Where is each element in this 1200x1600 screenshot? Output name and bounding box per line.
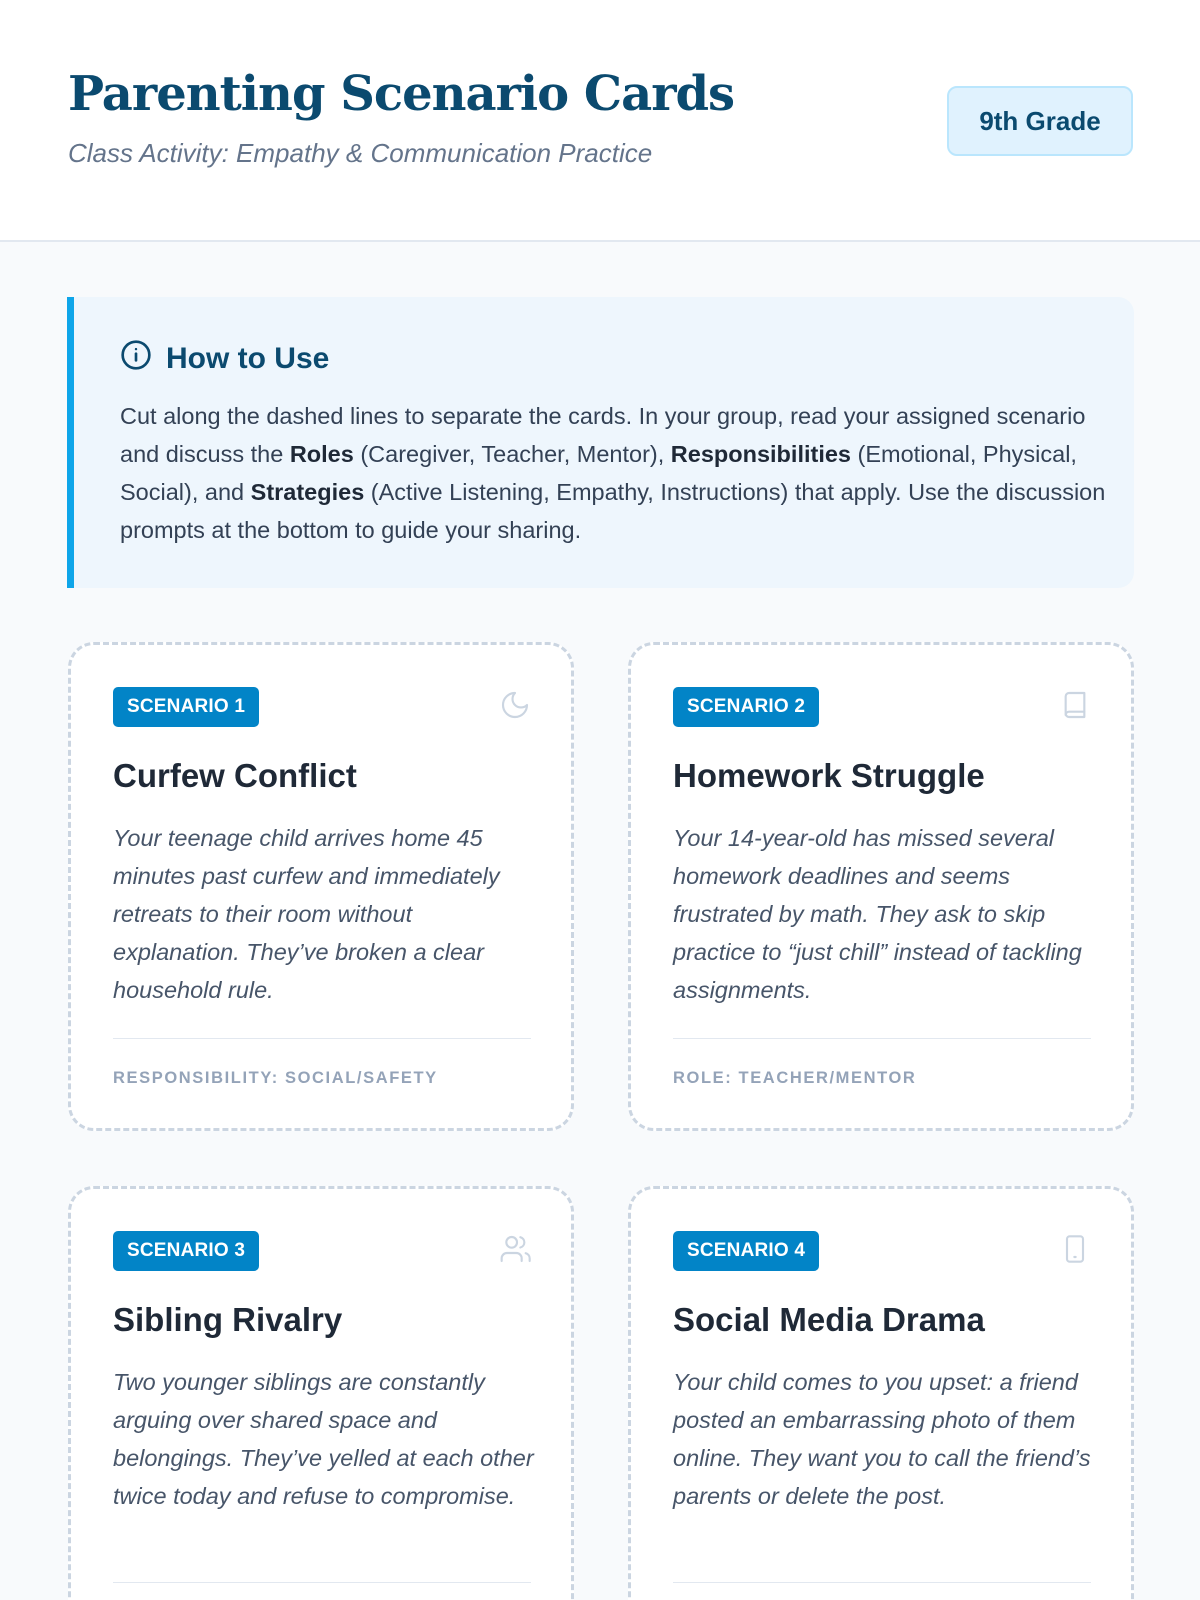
scenario-title: Curfew Conflict [113,757,357,794]
card-divider [113,1582,531,1583]
scenario-tag: SCENARIO 1 [113,687,259,727]
scenario-description: Your child comes to you upset: a friend posted an embarrassing photo of them online. They want you to call the friend’s parents or delete the post. [673,1369,1091,1509]
how-to-use-title: How to Use [166,342,330,375]
page-header [0,0,1200,242]
how-to-use-instructions [120,397,1110,549]
scenario-tag: SCENARIO 2 [673,687,819,727]
card-divider [673,1038,1091,1039]
responsibilities-term: Responsibilities [670,441,851,467]
card-divider [673,1582,1091,1583]
how-to-use-panel [67,297,1134,588]
scenario-footer: ROLE: TEACHER/MENTOR [673,1069,917,1087]
users-icon [499,1233,531,1265]
roles-term: Roles [289,441,354,467]
scenario-title: Sibling Rivalry [113,1301,343,1338]
page-title: Parenting Scenario Cards [68,66,735,122]
scenario-card [628,642,1134,1131]
book-icon [1059,689,1091,721]
scenario-tag: SCENARIO 4 [673,1231,819,1271]
scenario-card [628,1186,1134,1600]
strategies-term: Strategies [250,479,365,505]
scenario-card [68,1186,574,1600]
info-circle-icon [120,339,152,379]
instructions-text: (Caregiver, Teacher, Mentor), [353,441,671,467]
card-divider [113,1038,531,1039]
page-subtitle: Class Activity: Empathy & Communication Practice [68,138,653,168]
scenario-title: Social Media Drama [673,1301,985,1338]
instructions-text: Cut along the dashed lines to separate the cards. In your group, read your assigned scenario and discuss the [120,403,1086,467]
how-to-use-heading [120,339,329,379]
moon-icon [499,689,531,721]
instructions-text: (Active Listening, Empathy, Instructions) that apply. Use the discussion prompts at the bottom to guide your sharing. [120,479,1106,543]
scenario-description: Your teenage child arrives home 45 minutes past curfew and immediately retreats to their room without explanation. They’ve broken a clear household rule. [113,825,500,1003]
instructions-text: (Emotional, Physical, Social), and [120,441,1077,505]
scenario-title: Homework Struggle [673,757,985,794]
scenario-description: Two younger siblings are constantly arguing over shared space and belongings. They’ve yelled at each other twice today and refuse to compromise. [113,1369,534,1509]
scenario-tag: SCENARIO 3 [113,1231,259,1271]
phone-icon [1059,1233,1091,1265]
grade-badge: 9th Grade [947,86,1133,156]
scenario-card [68,642,574,1131]
scenario-description: Your 14-year-old has missed several homework deadlines and seems frustrated by math. They ask to skip practice to “just chill” instead of tackling assignments. [673,825,1082,1003]
scenario-footer: RESPONSIBILITY: SOCIAL/SAFETY [113,1069,438,1087]
